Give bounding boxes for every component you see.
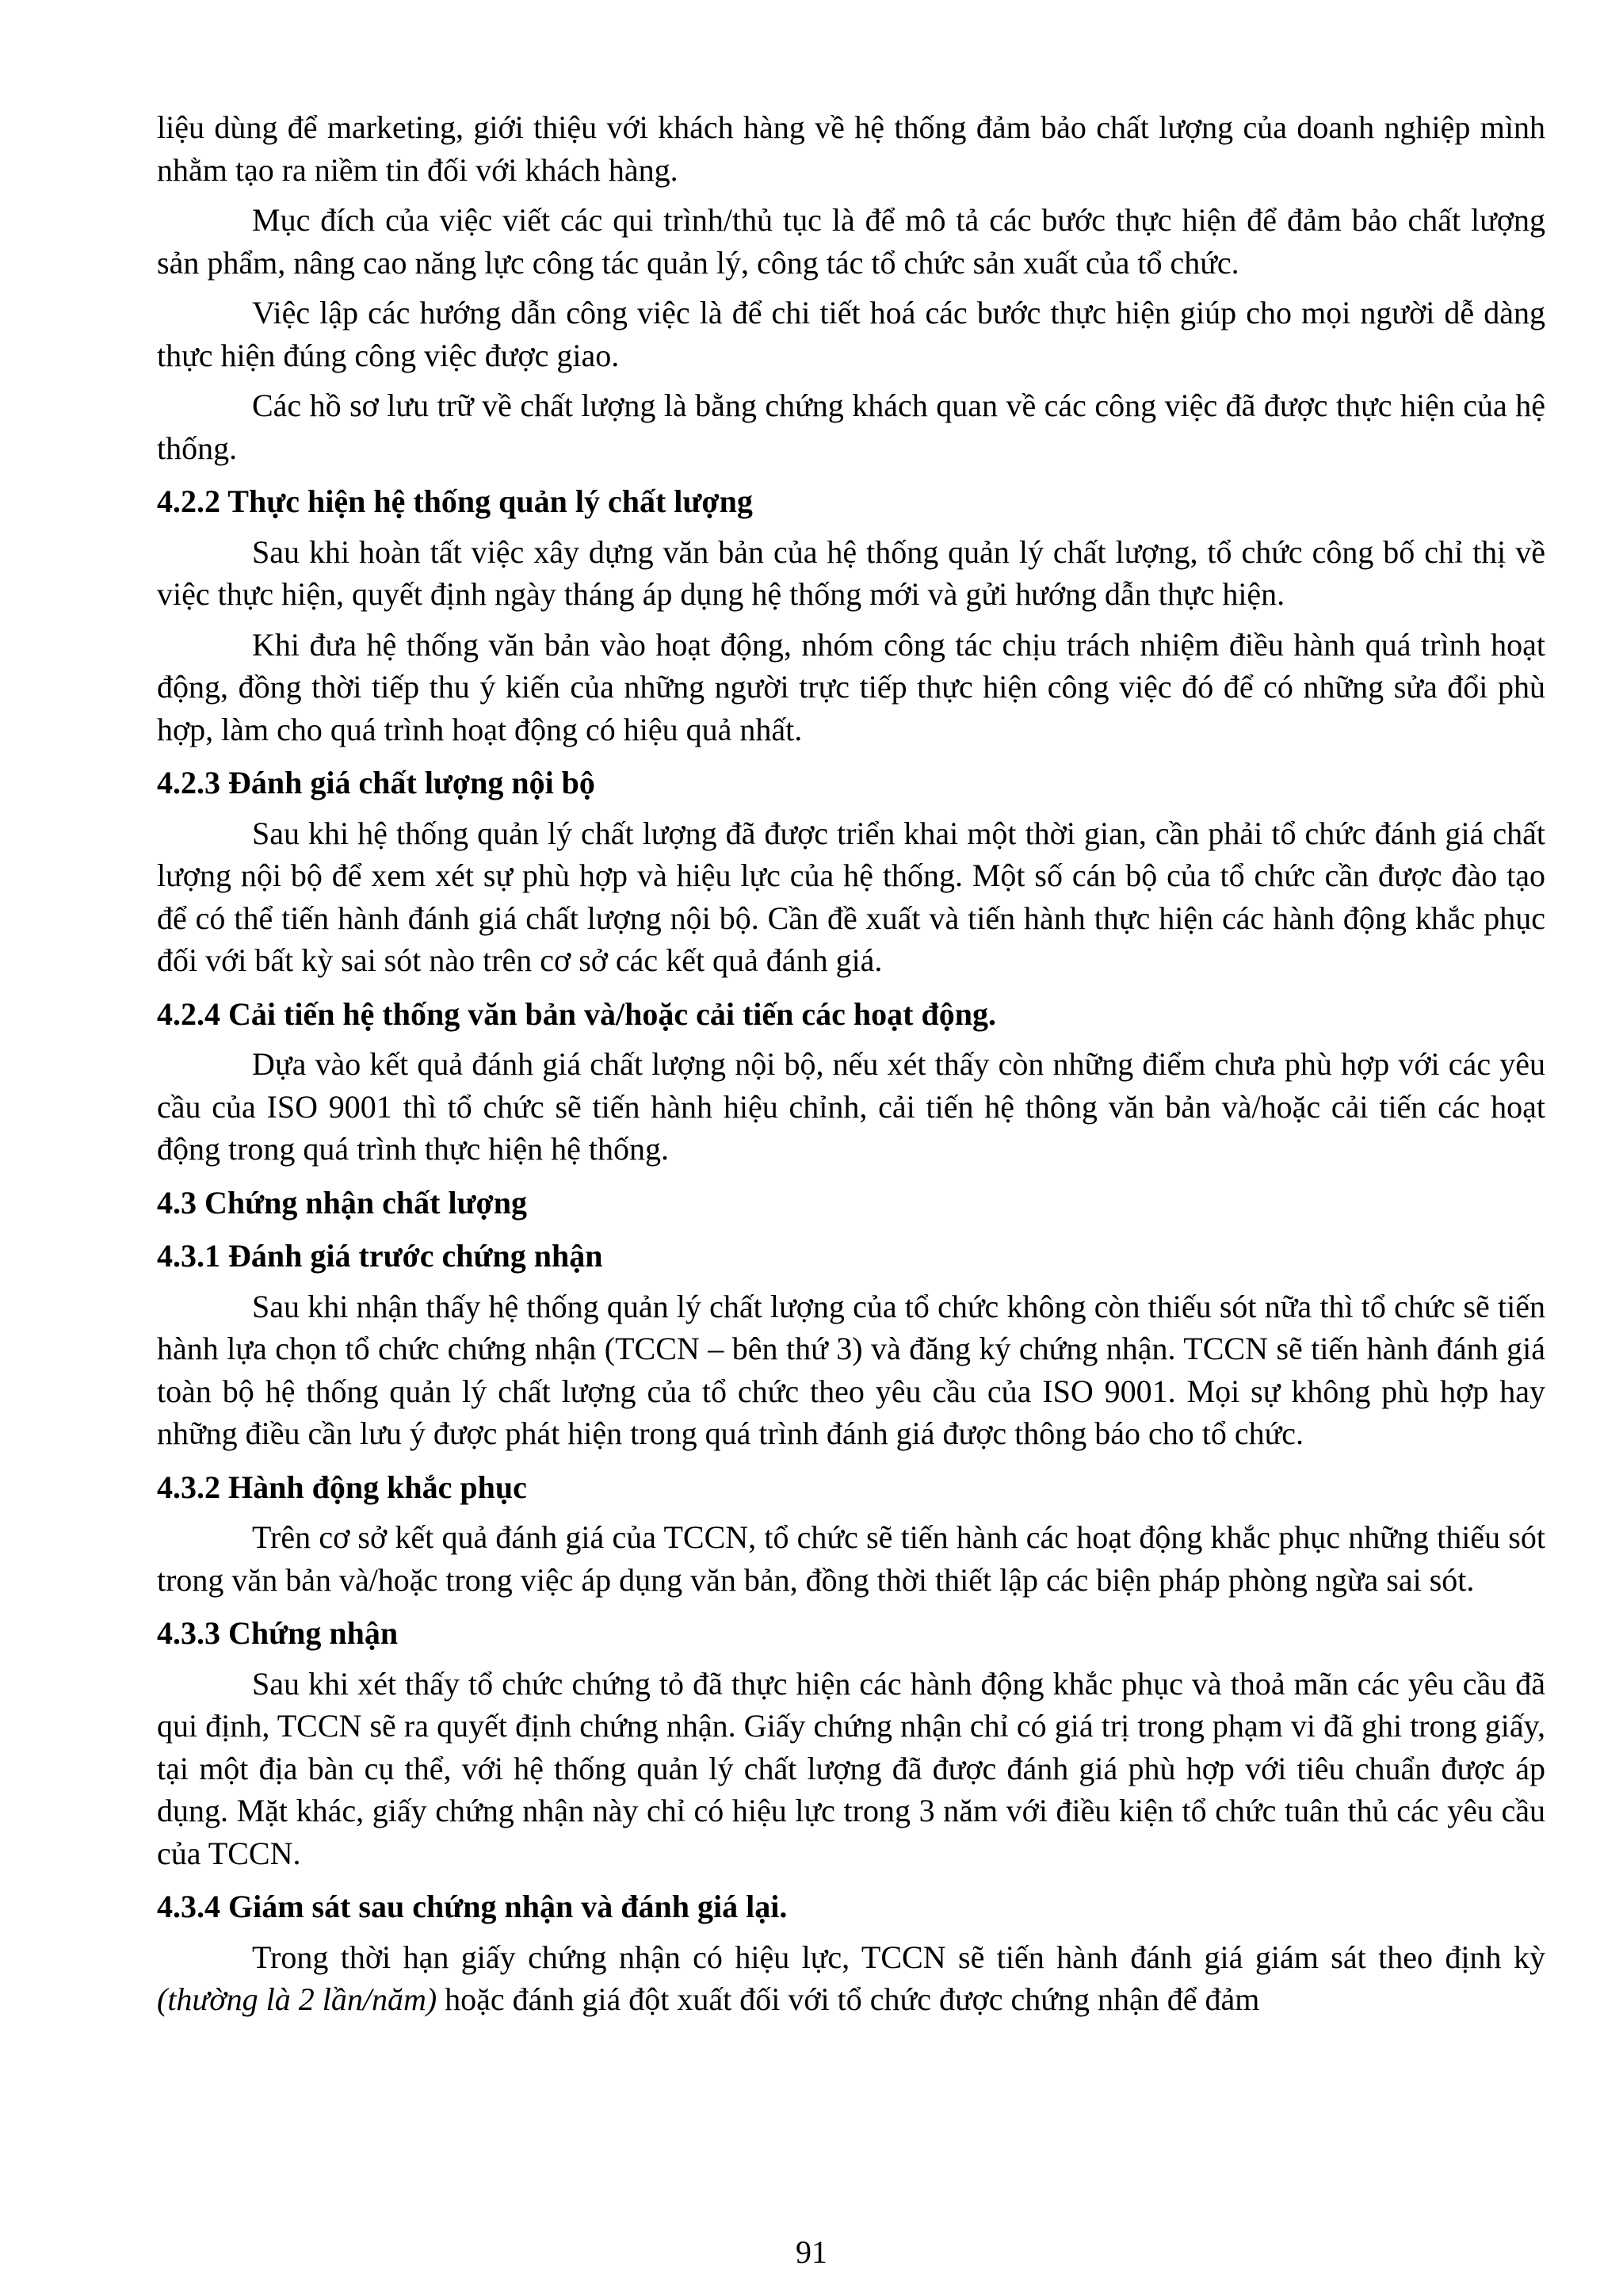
- italic-note: (thường là 2 lần/năm): [157, 1981, 437, 2017]
- section-heading-4-2-3: 4.2.3 Đánh giá chất lượng nội bộ: [157, 765, 595, 800]
- paragraph: Các hồ sơ lưu trữ về chất lượng là bằng chứng khách quan về các công việc đã được thực hiện của hệ thống.: [157, 388, 1545, 466]
- paragraph: Sau khi xét thấy tổ chức chứng tỏ đã thực hiện các hành động khắc phục và thoả mãn các yêu cầu đã qui định, TCCN sẽ ra quyết định chứng nhận. Giấy chứng nhận chỉ có giá trị trong phạm vi đã ghi trong giấy, tại một địa bàn cụ thể, với hệ thống quản lý chất lượng đã được đánh giá phù hợp với tiêu chuẩn được áp dụng. Mặt khác, giấy chứng nhận này chỉ có hiệu lực trong 3 năm với điều kiện tổ chức tuân thủ các yêu cầu của TCCN.: [157, 1665, 1545, 1871]
- paragraph: Dựa vào kết quả đánh giá chất lượng nội bộ, nếu xét thấy còn những điểm chưa phù hợp với các yêu cầu của ISO 9001 thì tổ chức sẽ tiến hành hiệu chỉnh, cải tiến hệ thông văn bản và/hoặc cải tiến các hoạt động trong quá trình thực hiện hệ thống.: [157, 1046, 1545, 1167]
- paragraph: Sau khi hoàn tất việc xây dựng văn bản của hệ thống quản lý chất lượng, tổ chức công bố chỉ thị về việc thực hiện, quyết định ngày tháng áp dụng hệ thống mới và gửi hướng dẫn thực hiện.: [157, 533, 1545, 612]
- section-heading-4-3-1: 4.3.1 Đánh giá trước chứng nhận: [157, 1238, 603, 1274]
- page-content: [157, 106, 1545, 2029]
- section-heading-4-3-2: 4.3.2 Hành động khắc phục: [157, 1469, 527, 1505]
- paragraph: liệu dùng để marketing, giới thiệu với khách hàng về hệ thống đảm bảo chất lượng của doanh nghiệp mình nhằm tạo ra niềm tin đối với khách hàng.: [157, 109, 1545, 188]
- paragraph: [157, 1936, 1545, 2021]
- paragraph: Sau khi hệ thống quản lý chất lượng đã được triển khai một thời gian, cần phải tổ chức đánh giá chất lượng nội bộ để xem xét sự phù hợp và hiệu lực của hệ thống. Một số cán bộ của tổ chức cần được đào tạo để có thể tiến hành đánh giá chất lượng nội bộ. Cần đề xuất và tiến hành thực hiện các hành động khắc phục đối với bất kỳ sai sót nào trên cơ sở các kết quả đánh giá.: [157, 815, 1545, 978]
- section-heading-4-3-4: 4.3.4 Giám sát sau chứng nhận và đánh giá lại.: [157, 1889, 788, 1924]
- paragraph-text: Trong thời hạn giấy chứng nhận có hiệu lực, TCCN sẽ tiến hành đánh giá giám sát theo định kỳ: [252, 1939, 1545, 1975]
- section-heading-4-3: 4.3 Chứng nhận chất lượng: [157, 1184, 527, 1221]
- page-number: 91: [796, 2234, 827, 2270]
- paragraph: Việc lập các hướng dẫn công việc là để chi tiết hoá các bước thực hiện giúp cho mọi người dễ dàng thực hiện đúng công việc được giao.: [157, 295, 1545, 373]
- section-heading-4-2-2: 4.2.2 Thực hiện hệ thống quản lý chất lượng: [157, 483, 753, 519]
- paragraph: Trên cơ sở kết quả đánh giá của TCCN, tổ chức sẽ tiến hành các hoạt động khắc phục những thiếu sót trong văn bản và/hoặc trong việc áp dụng văn bản, đồng thời thiết lập các biện pháp phòng ngừa sai sót.: [157, 1519, 1545, 1598]
- section-heading-4-3-3: 4.3.3 Chứng nhận: [157, 1615, 399, 1651]
- section-heading-4-2-4: 4.2.4 Cải tiến hệ thống văn bản và/hoặc cải tiến các hoạt động.: [157, 995, 996, 1032]
- paragraph-text: hoặc đánh giá đột xuất đối với tổ chức được chứng nhận để đảm: [437, 1981, 1260, 2017]
- paragraph: Mục đích của việc viết các qui trình/thủ tục là để mô tả các bước thực hiện để đảm bảo chất lượng sản phẩm, nâng cao năng lực công tác quản lý, công tác tổ chức sản xuất của tổ chức.: [157, 202, 1545, 281]
- paragraph: Khi đưa hệ thống văn bản vào hoạt động, nhóm công tác chịu trách nhiệm điều hành quá trình hoạt động, đồng thời tiếp thu ý kiến của những người trực tiếp thực hiện công việc đó để có những sửa đổi phù hợp, làm cho quá trình hoạt động có hiệu quả nhất.: [157, 626, 1545, 747]
- paragraph: Sau khi nhận thấy hệ thống quản lý chất lượng của tổ chức không còn thiếu sót nữa thì tổ chức sẽ tiến hành lựa chọn tổ chức chứng nhận (TCCN – bên thứ 3) và đăng ký chứng nhận. TCCN sẽ tiến hành đánh giá toàn bộ hệ thống quản lý chất lượng của tổ chức theo yêu cầu của ISO 9001. Mọi sự không phù hợp hay những điều cần lưu ý được phát hiện trong quá trình đánh giá được thông báo cho tổ chức.: [157, 1288, 1545, 1451]
